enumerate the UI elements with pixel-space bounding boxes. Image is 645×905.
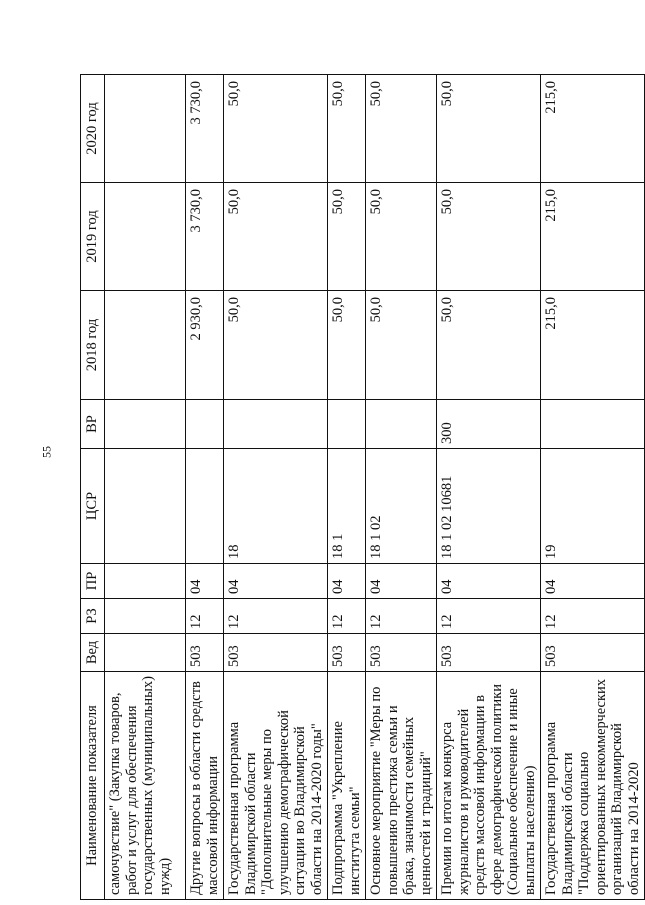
row-2020: 50,0	[366, 75, 437, 183]
header-ved: Вед	[81, 634, 105, 672]
row-2018: 50,0	[224, 291, 328, 400]
row-name: Основное мероприятие "Меры по повышению престижа семьи и брака, значимости семейных ценностей и традиций"	[366, 672, 437, 900]
row-2018: 2 930,0	[186, 291, 224, 400]
row-pr: 04	[186, 564, 224, 599]
row-pr: 04	[437, 564, 541, 599]
row-csr: 18 1	[328, 449, 366, 564]
row-csr	[105, 449, 186, 564]
header-2019: 2019 год	[81, 183, 105, 291]
row-rz: 12	[366, 599, 437, 634]
row-ved: 503	[224, 634, 328, 672]
row-vr	[328, 400, 366, 449]
row-2019: 50,0	[437, 183, 541, 291]
row-vr	[224, 400, 328, 449]
row-2019: 3 730,0	[186, 183, 224, 291]
row-pr: 04	[541, 564, 645, 599]
row-csr: 19	[541, 449, 645, 564]
table-row	[224, 75, 328, 900]
row-vr	[105, 400, 186, 449]
row-pr: 04	[366, 564, 437, 599]
page-number: 55	[39, 446, 54, 458]
row-rz: 12	[328, 599, 366, 634]
row-ved: 503	[366, 634, 437, 672]
row-name: Государственная программа Владимирской области "Дополнительные меры по улучшению демографической ситуации во Владимирской области на 2014-2020 годы"	[224, 672, 328, 900]
row-vr: 300	[437, 400, 541, 449]
table-row	[186, 75, 224, 900]
row-pr: 04	[328, 564, 366, 599]
table-row	[437, 75, 541, 900]
row-rz: 12	[541, 599, 645, 634]
table-row	[328, 75, 366, 900]
row-2019: 50,0	[366, 183, 437, 291]
header-csr: ЦСР	[81, 449, 105, 564]
row-2020: 50,0	[224, 75, 328, 183]
row-name: Государственная программа Владимирской области "Поддержка социально ориентированных некоммерческих организаций Владимирской области на 2014-2020	[541, 672, 645, 900]
header-name: Наименование показателя	[81, 672, 105, 900]
row-2020: 50,0	[328, 75, 366, 183]
row-name: самочувствие" (Закупка товаров, работ и услуг для обеспечения государственных (муниципальных) нужд)	[105, 672, 186, 900]
row-name: Подпрограмма "Укрепление института семьи"	[328, 672, 366, 900]
rotated-table-container	[80, 75, 642, 900]
row-csr: 18 1 02	[366, 449, 437, 564]
row-vr	[186, 400, 224, 449]
row-2020: 3 730,0	[186, 75, 224, 183]
row-pr	[105, 564, 186, 599]
row-2019: 50,0	[328, 183, 366, 291]
row-2019	[105, 183, 186, 291]
row-2020: 215,0	[541, 75, 645, 183]
row-2019: 50,0	[224, 183, 328, 291]
row-ved: 503	[541, 634, 645, 672]
row-vr	[541, 400, 645, 449]
row-2018: 50,0	[366, 291, 437, 400]
table-header-row	[81, 75, 105, 900]
row-rz: 12	[186, 599, 224, 634]
row-csr	[186, 449, 224, 564]
row-2018	[105, 291, 186, 400]
row-ved: 503	[186, 634, 224, 672]
header-pr: ПР	[81, 564, 105, 599]
row-2018: 50,0	[437, 291, 541, 400]
row-2019: 215,0	[541, 183, 645, 291]
table-row	[105, 75, 186, 900]
row-rz: 12	[437, 599, 541, 634]
row-2020: 50,0	[437, 75, 541, 183]
row-2018: 50,0	[328, 291, 366, 400]
row-name: Другие вопросы в области средств массовой информации	[186, 672, 224, 900]
row-rz: 12	[224, 599, 328, 634]
header-2020: 2020 год	[81, 75, 105, 183]
budget-table	[80, 74, 645, 900]
header-2018: 2018 год	[81, 291, 105, 400]
row-ved: 503	[328, 634, 366, 672]
row-vr	[366, 400, 437, 449]
header-vr: ВР	[81, 400, 105, 449]
row-csr: 18 1 02 10681	[437, 449, 541, 564]
row-rz	[105, 599, 186, 634]
table-row	[366, 75, 437, 900]
row-ved: 503	[437, 634, 541, 672]
row-2018: 215,0	[541, 291, 645, 400]
header-rz: РЗ	[81, 599, 105, 634]
table-row	[541, 75, 645, 900]
row-pr: 04	[224, 564, 328, 599]
row-csr: 18	[224, 449, 328, 564]
row-2020	[105, 75, 186, 183]
row-ved	[105, 634, 186, 672]
row-name: Премии по итогам конкурса журналистов и руководителей средств массовой информации в сфере демографической политики (Социальное обеспечение и иные выплаты населению)	[437, 672, 541, 900]
